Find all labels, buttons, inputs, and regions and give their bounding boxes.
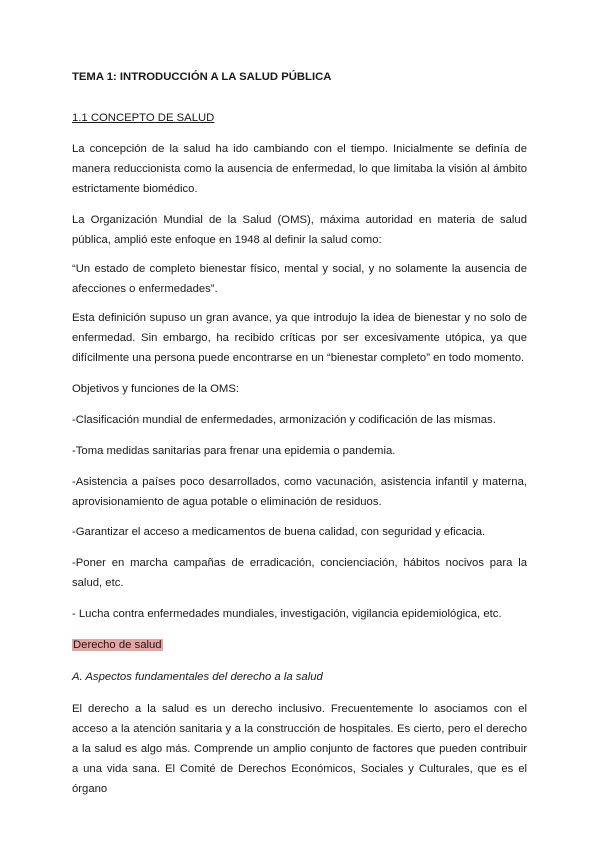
list-item: -Garantizar el acceso a medicamentos de buena calidad, con seguridad y eficacia. [72, 526, 486, 538]
paragraph-2: La Organización Mundial de la Salud (OMS), máxima autoridad en materia de salud pública, amplió este enfoque en 1948 al definir la salud como: [72, 214, 527, 246]
list-item: -Toma medidas sanitarias para frenar una epidemia o pandemia. [72, 445, 396, 457]
highlight-heading [72, 635, 527, 655]
list-item: -Poner en marcha campañas de erradicación, concienciación, hábitos nocivos para la salud, etc. [72, 557, 527, 589]
paragraph-final: El derecho a la salud es un derecho inclusivo. Frecuentemente lo asociamos con el acceso a la atención sanitaria y a la construcción de hospitales. Es cierto, pero el derecho a la salud es algo más. Comprende un amplio conjunto de factores que pueden contribuir a una vida sana. El Comité de Derechos Económicos, Sociales y Culturales, que es el órgano [72, 703, 527, 795]
list-item: -Clasificación mundial de enfermedades, armonización y codificación de las mismas. [72, 414, 496, 426]
subheading: A. Aspectos fundamentales del derecho a la salud [72, 671, 323, 683]
document-title: TEMA 1: INTRODUCCIÓN A LA SALUD PÚBLICA [72, 71, 332, 83]
highlight-heading-text: Derecho de salud [73, 639, 162, 651]
paragraph-3-quote: “Un estado de completo bienestar físico, mental y social, y no solamente la ausencia de afecciones o enfermedades”. [72, 263, 527, 295]
section-heading [72, 108, 527, 128]
list-item: - Lucha contra enfermedades mundiales, investigación, vigilancia epidemiológica, etc. [72, 608, 502, 620]
paragraph-1: La concepción de la salud ha ido cambiando con el tiempo. Inicialmente se definía de manera reduccionista como la ausencia de enfermedad, lo que limitaba la visión al ámbito estrictamente biomédico. [72, 143, 527, 195]
section-heading-text: 1.1 CONCEPTO DE SALUD [72, 112, 215, 124]
list-item: -Asistencia a países poco desarrollados, como vacunación, asistencia infantil y materna, aprovisionamiento de agua potable o eliminación de residuos. [72, 476, 527, 508]
paragraph-5: Objetivos y funciones de la OMS: [72, 383, 240, 395]
paragraph-4: Esta definición supuso un gran avance, ya que introdujo la idea de bienestar y no solo de enfermedad. Sin embargo, ha recibido críticas por ser excesivamente utópica, ya que difícilmente una persona puede encontrarse en un “bienestar completo” en todo momento. [72, 312, 527, 364]
